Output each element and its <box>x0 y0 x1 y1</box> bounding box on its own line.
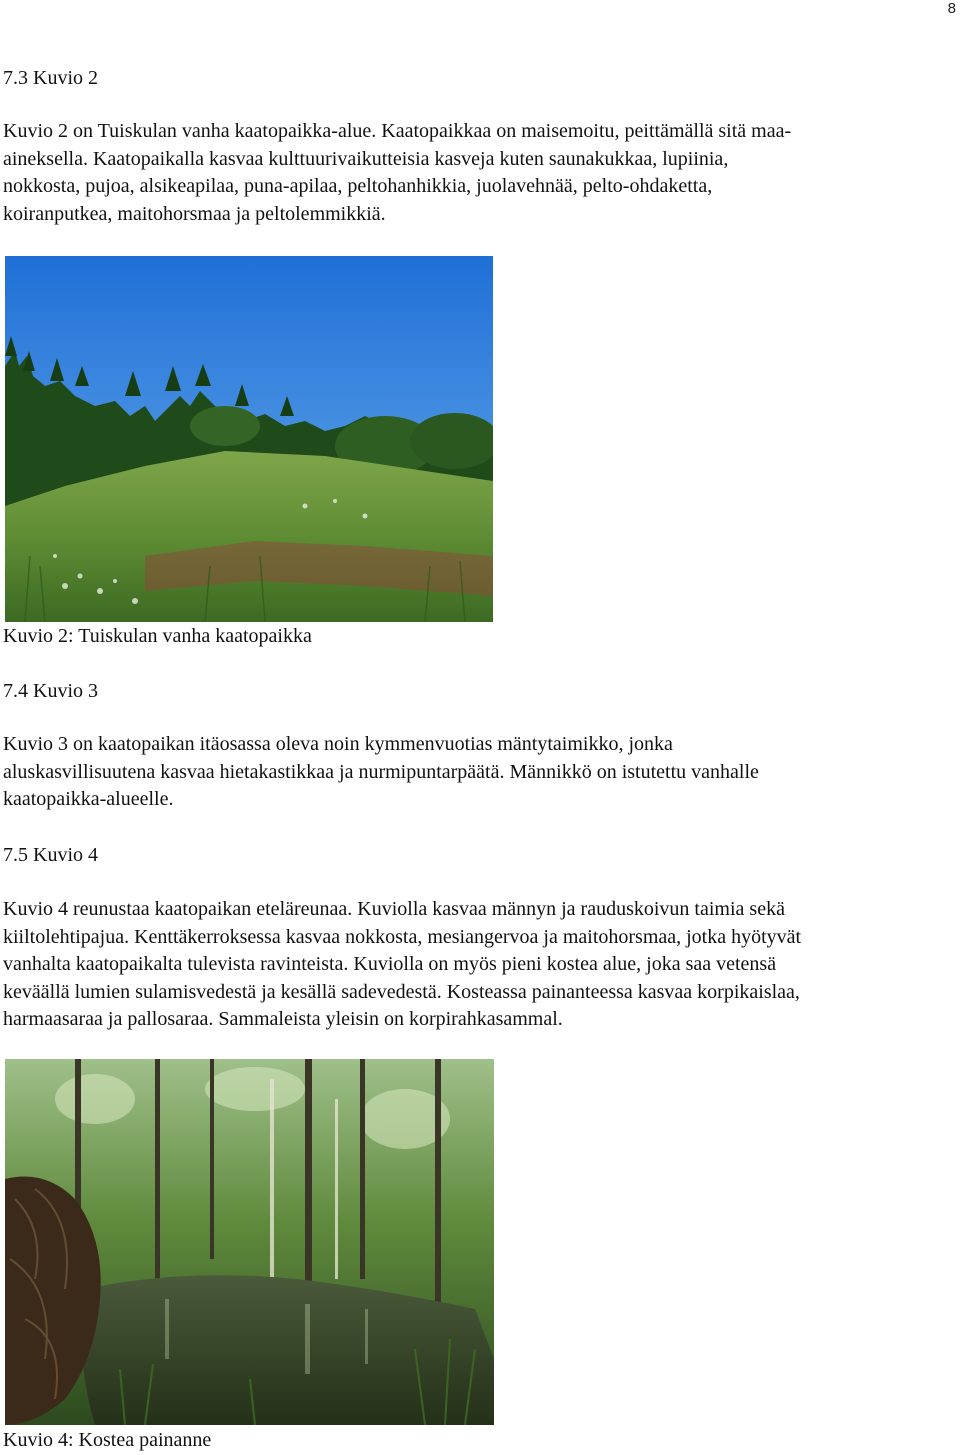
paragraph-line: Kuvio 3 on kaatopaikan itäosassa oleva noin kymmenvuotias mäntytaimikko, jonka <box>3 733 673 755</box>
page-number: 8 <box>947 0 956 17</box>
paragraph-line: Kuvio 2 on Tuiskulan vanha kaatopaikka-alue. Kaatopaikkaa on maisemoitu, peittämällä sitä maa- <box>3 120 792 142</box>
paragraph-line: vanhalta kaatopaikalta tulevista ravinteista. Kuviolla on myös pieni kostea alue, joka saa vetensä <box>3 953 777 975</box>
section-heading-7-3: 7.3 Kuvio 2 <box>3 67 98 89</box>
meadow-photo <box>5 256 493 622</box>
paragraph-line: koiranputkea, maitohorsmaa ja peltolemmikkiä. <box>3 202 386 225</box>
figure-caption-2: Kuvio 4: Kostea painanne <box>3 1429 212 1451</box>
section-7-4-paragraph <box>3 731 953 814</box>
wet-depression-photo <box>5 1059 494 1425</box>
paragraph-line: kiiltolehtipajua. Kenttäkerroksessa kasvaa nokkosta, mesiangervoa ja maitohorsmaa, jotka hyötyvät <box>3 925 802 948</box>
paragraph-line: nokkosta, pujoa, alsikeapilaa, puna-apilaa, peltohanhikkia, juolavehnää, pelto-ohdaketta, <box>3 175 713 197</box>
section-7-3-paragraph <box>3 118 953 228</box>
paragraph-line: kaatopaikka-alueelle. <box>3 788 174 810</box>
section-heading-7-4: 7.4 Kuvio 3 <box>3 680 98 702</box>
paragraph-line: Kuvio 4 reunustaa kaatopaikan eteläreunaa. Kuviolla kasvaa männyn ja rauduskoivun taimia sekä <box>3 898 785 920</box>
section-7-5-paragraph <box>3 896 953 1034</box>
paragraph-line: aluskasvillisuutena kasvaa hietakastikkaa ja nurmipuntarpäätä. Männikkö on istutettu vanhalle <box>3 760 759 783</box>
paragraph-line: keväällä lumien sulamisvedestä ja kesällä sadevedestä. Kosteassa painanteessa kasvaa korpikaislaa, <box>3 980 800 1003</box>
paragraph-line: aineksella. Kaatopaikalla kasvaa kulttuurivaikutteisia kasveja kuten saunakukkaa, lupiinia, <box>3 147 729 170</box>
paragraph-line: harmaasaraa ja pallosaraa. Sammaleista yleisin on korpirahkasammal. <box>3 1008 563 1030</box>
section-heading-7-5: 7.5 Kuvio 4 <box>3 844 98 866</box>
figure-caption-1: Kuvio 2: Tuiskulan vanha kaatopaikka <box>3 625 312 647</box>
